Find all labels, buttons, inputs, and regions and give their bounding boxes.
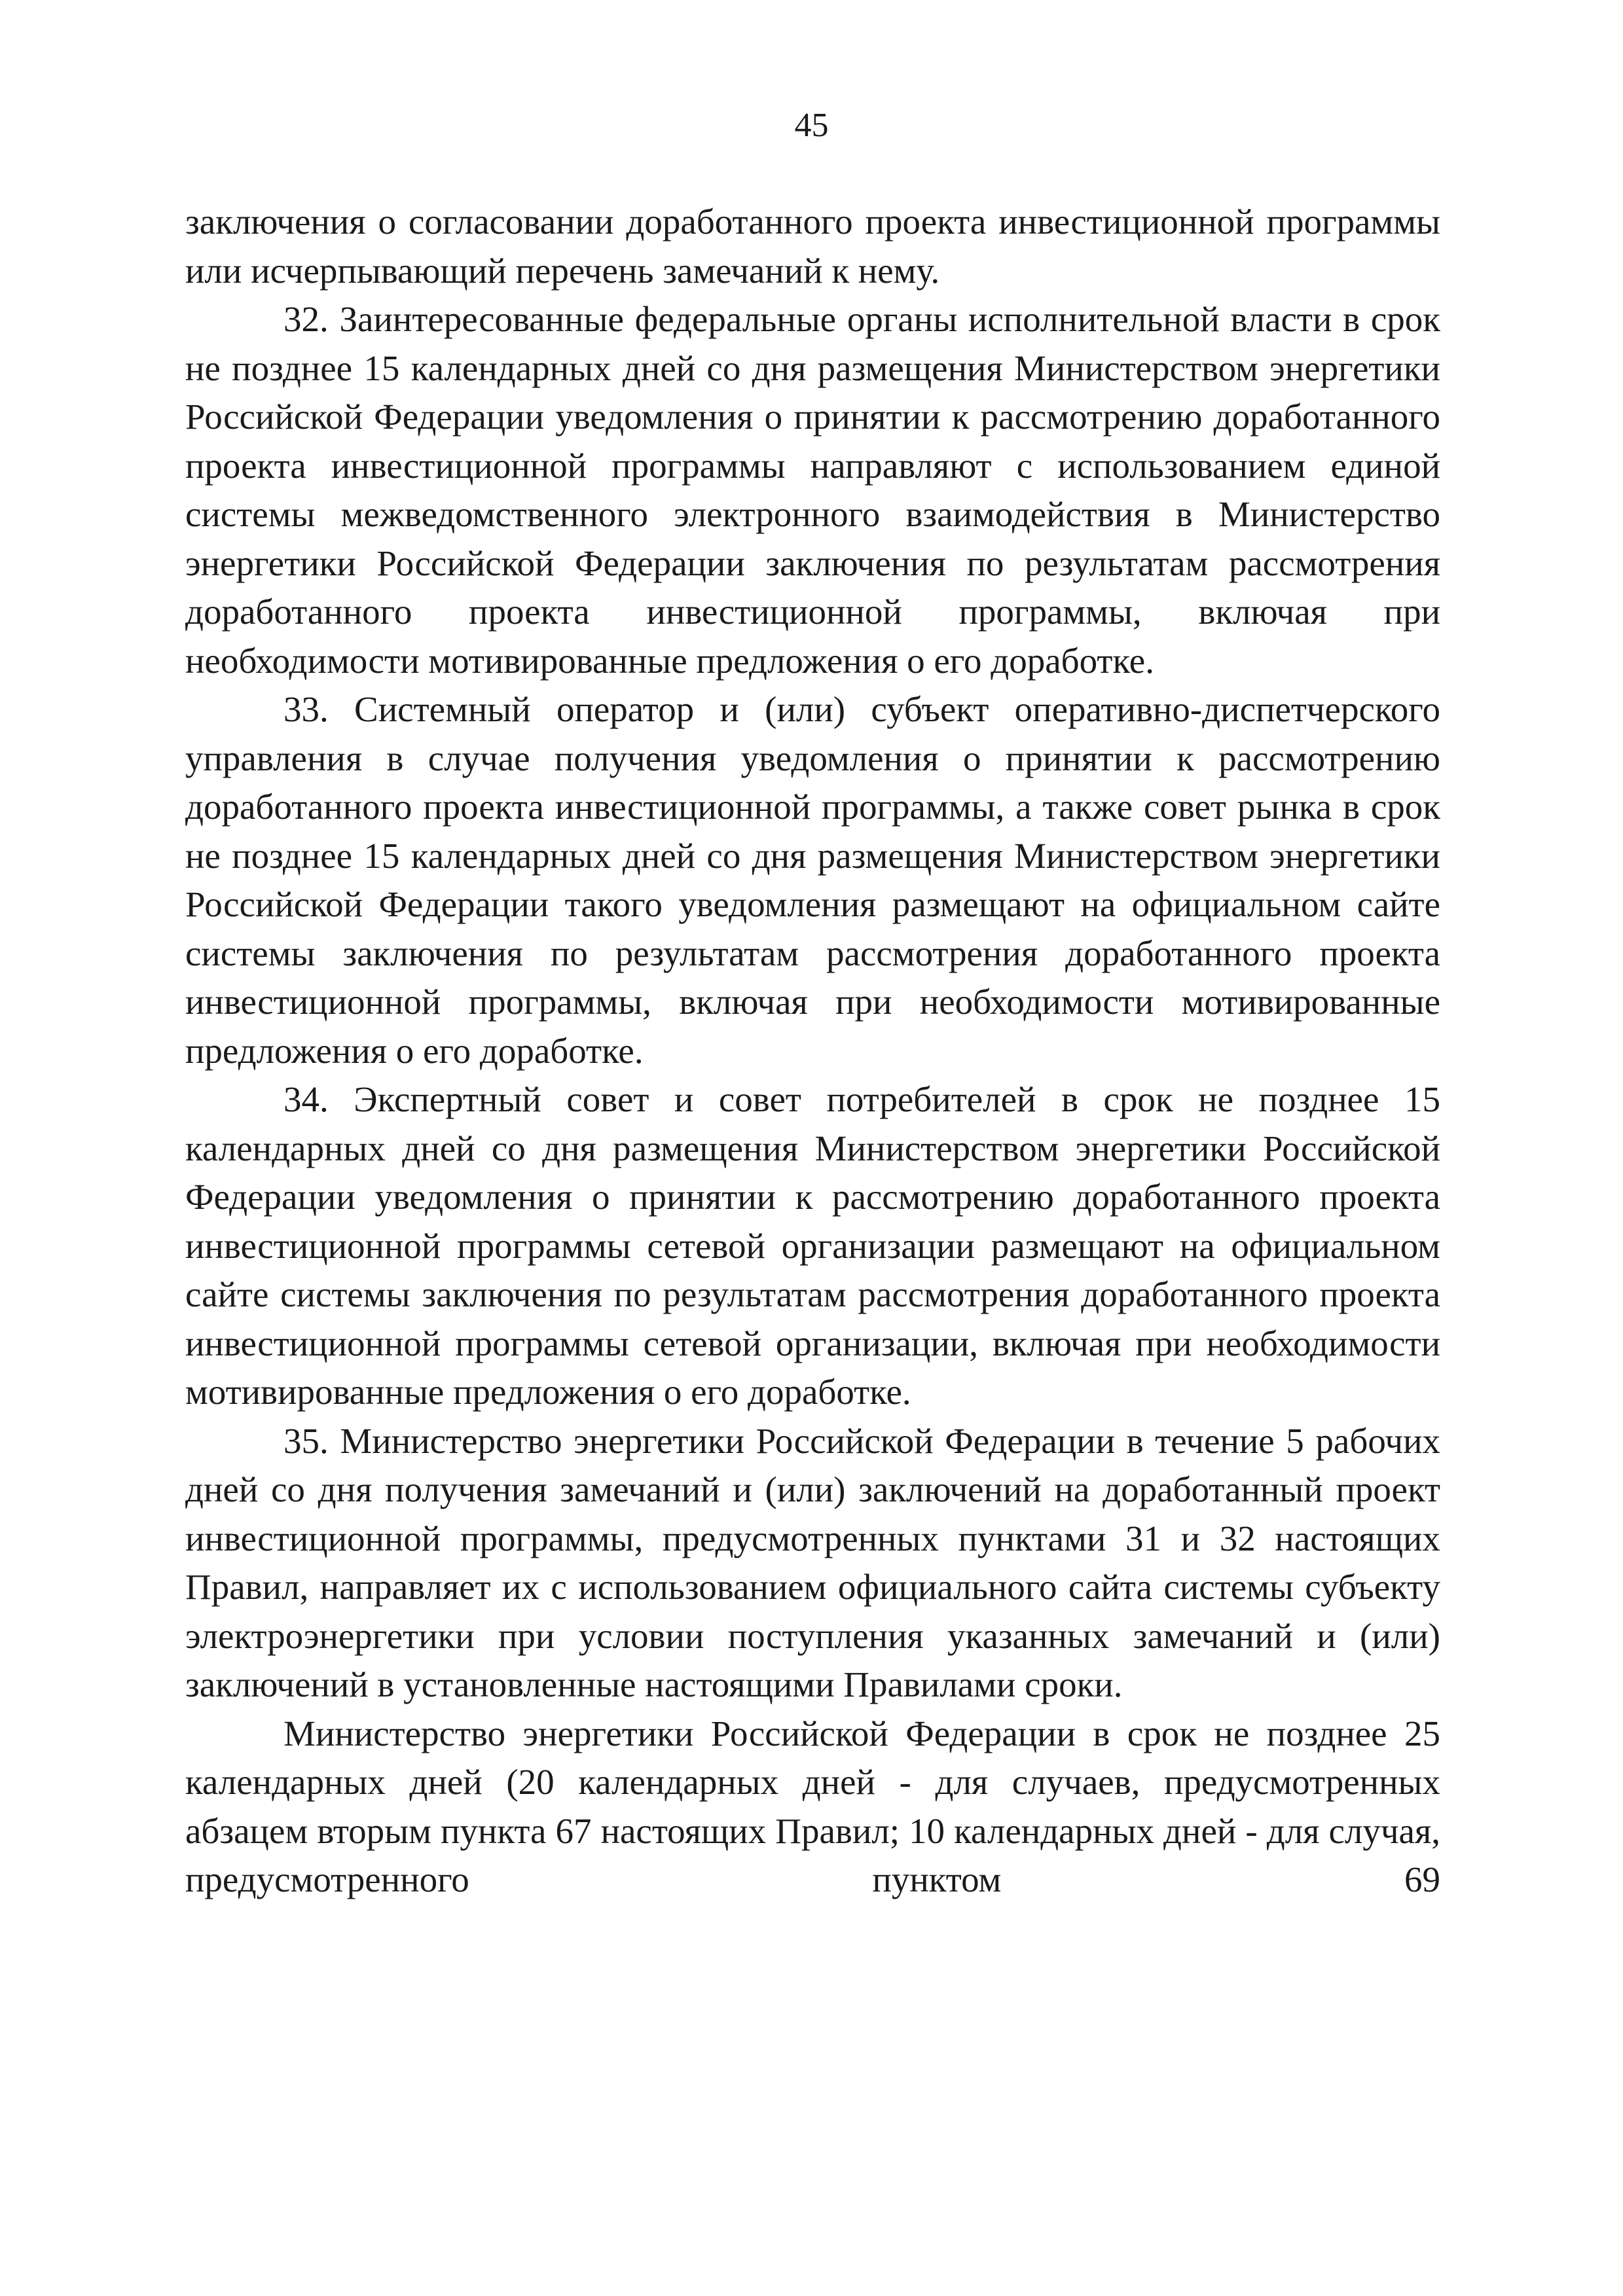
- paragraph-35-second: Министерство энергетики Российской Федерации в срок не позднее 25 календарных дней (20 календарных дней - для случаев, предусмотренных абзацем вторым пункта 67 настоящих Правил; 10 календарных дней - для случая, предусмотренного пунктом 69: [185, 1713, 1440, 1899]
- paragraph-35: 35. Министерство энергетики Российской Федерации в течение 5 рабочих дней со дня получения замечаний и (или) заключений на доработанный проект инвестиционной программы, предусмотренных пунктами 31 и 32 настоящих Правил, направляет их с использованием официального сайта системы субъекту электроэнергетики при условии поступления указанных замечаний и (или) заключений в установленные настоящими Правилами сроки.: [185, 1420, 1440, 1704]
- paragraph-continuation: заключения о согласовании доработанного проекта инвестиционной программы или исчерпывающий перечень замечаний к нему.: [185, 202, 1440, 291]
- page-number: 45: [794, 107, 829, 144]
- paragraph-32: 32. Заинтересованные федеральные органы исполнительной власти в срок не позднее 15 календарных дней со дня размещения Министерством энергетики Российской Федерации уведомления о принятии к рассмотрению доработанного проекта инвестиционной программы направляют с использованием единой системы межведомственного электронного взаимодействия в Министерство энергетики Российской Федерации заключения по результатам рассмотрения доработанного проекта инвестиционной программы, включая при необходимости мотивированные предложения о его доработке.: [185, 299, 1440, 681]
- paragraph-33: 33. Системный оператор и (или) субъект оперативно-диспетчерского управления в случае получения уведомления о принятии к рассмотрению доработанного проекта инвестиционной программы, а также совет рынка в срок не позднее 15 календарных дней со дня размещения Министерством энергетики Российской Федерации такого уведомления размещают на официальном сайте системы заключения по результатам рассмотрения доработанного проекта инвестиционной программы, включая при необходимости мотивированные предложения о его доработке.: [185, 689, 1440, 1071]
- paragraph-34: 34. Экспертный совет и совет потребителей в срок не позднее 15 календарных дней со дня размещения Министерством энергетики Российской Федерации уведомления о принятии к рассмотрению доработанного проекта инвестиционной программы сетевой организации размещают на официальном сайте системы заключения по результатам рассмотрения доработанного проекта инвестиционной программы сетевой организации, включая при необходимости мотивированные предложения о его доработке.: [185, 1079, 1440, 1412]
- document-body: [185, 198, 1440, 1905]
